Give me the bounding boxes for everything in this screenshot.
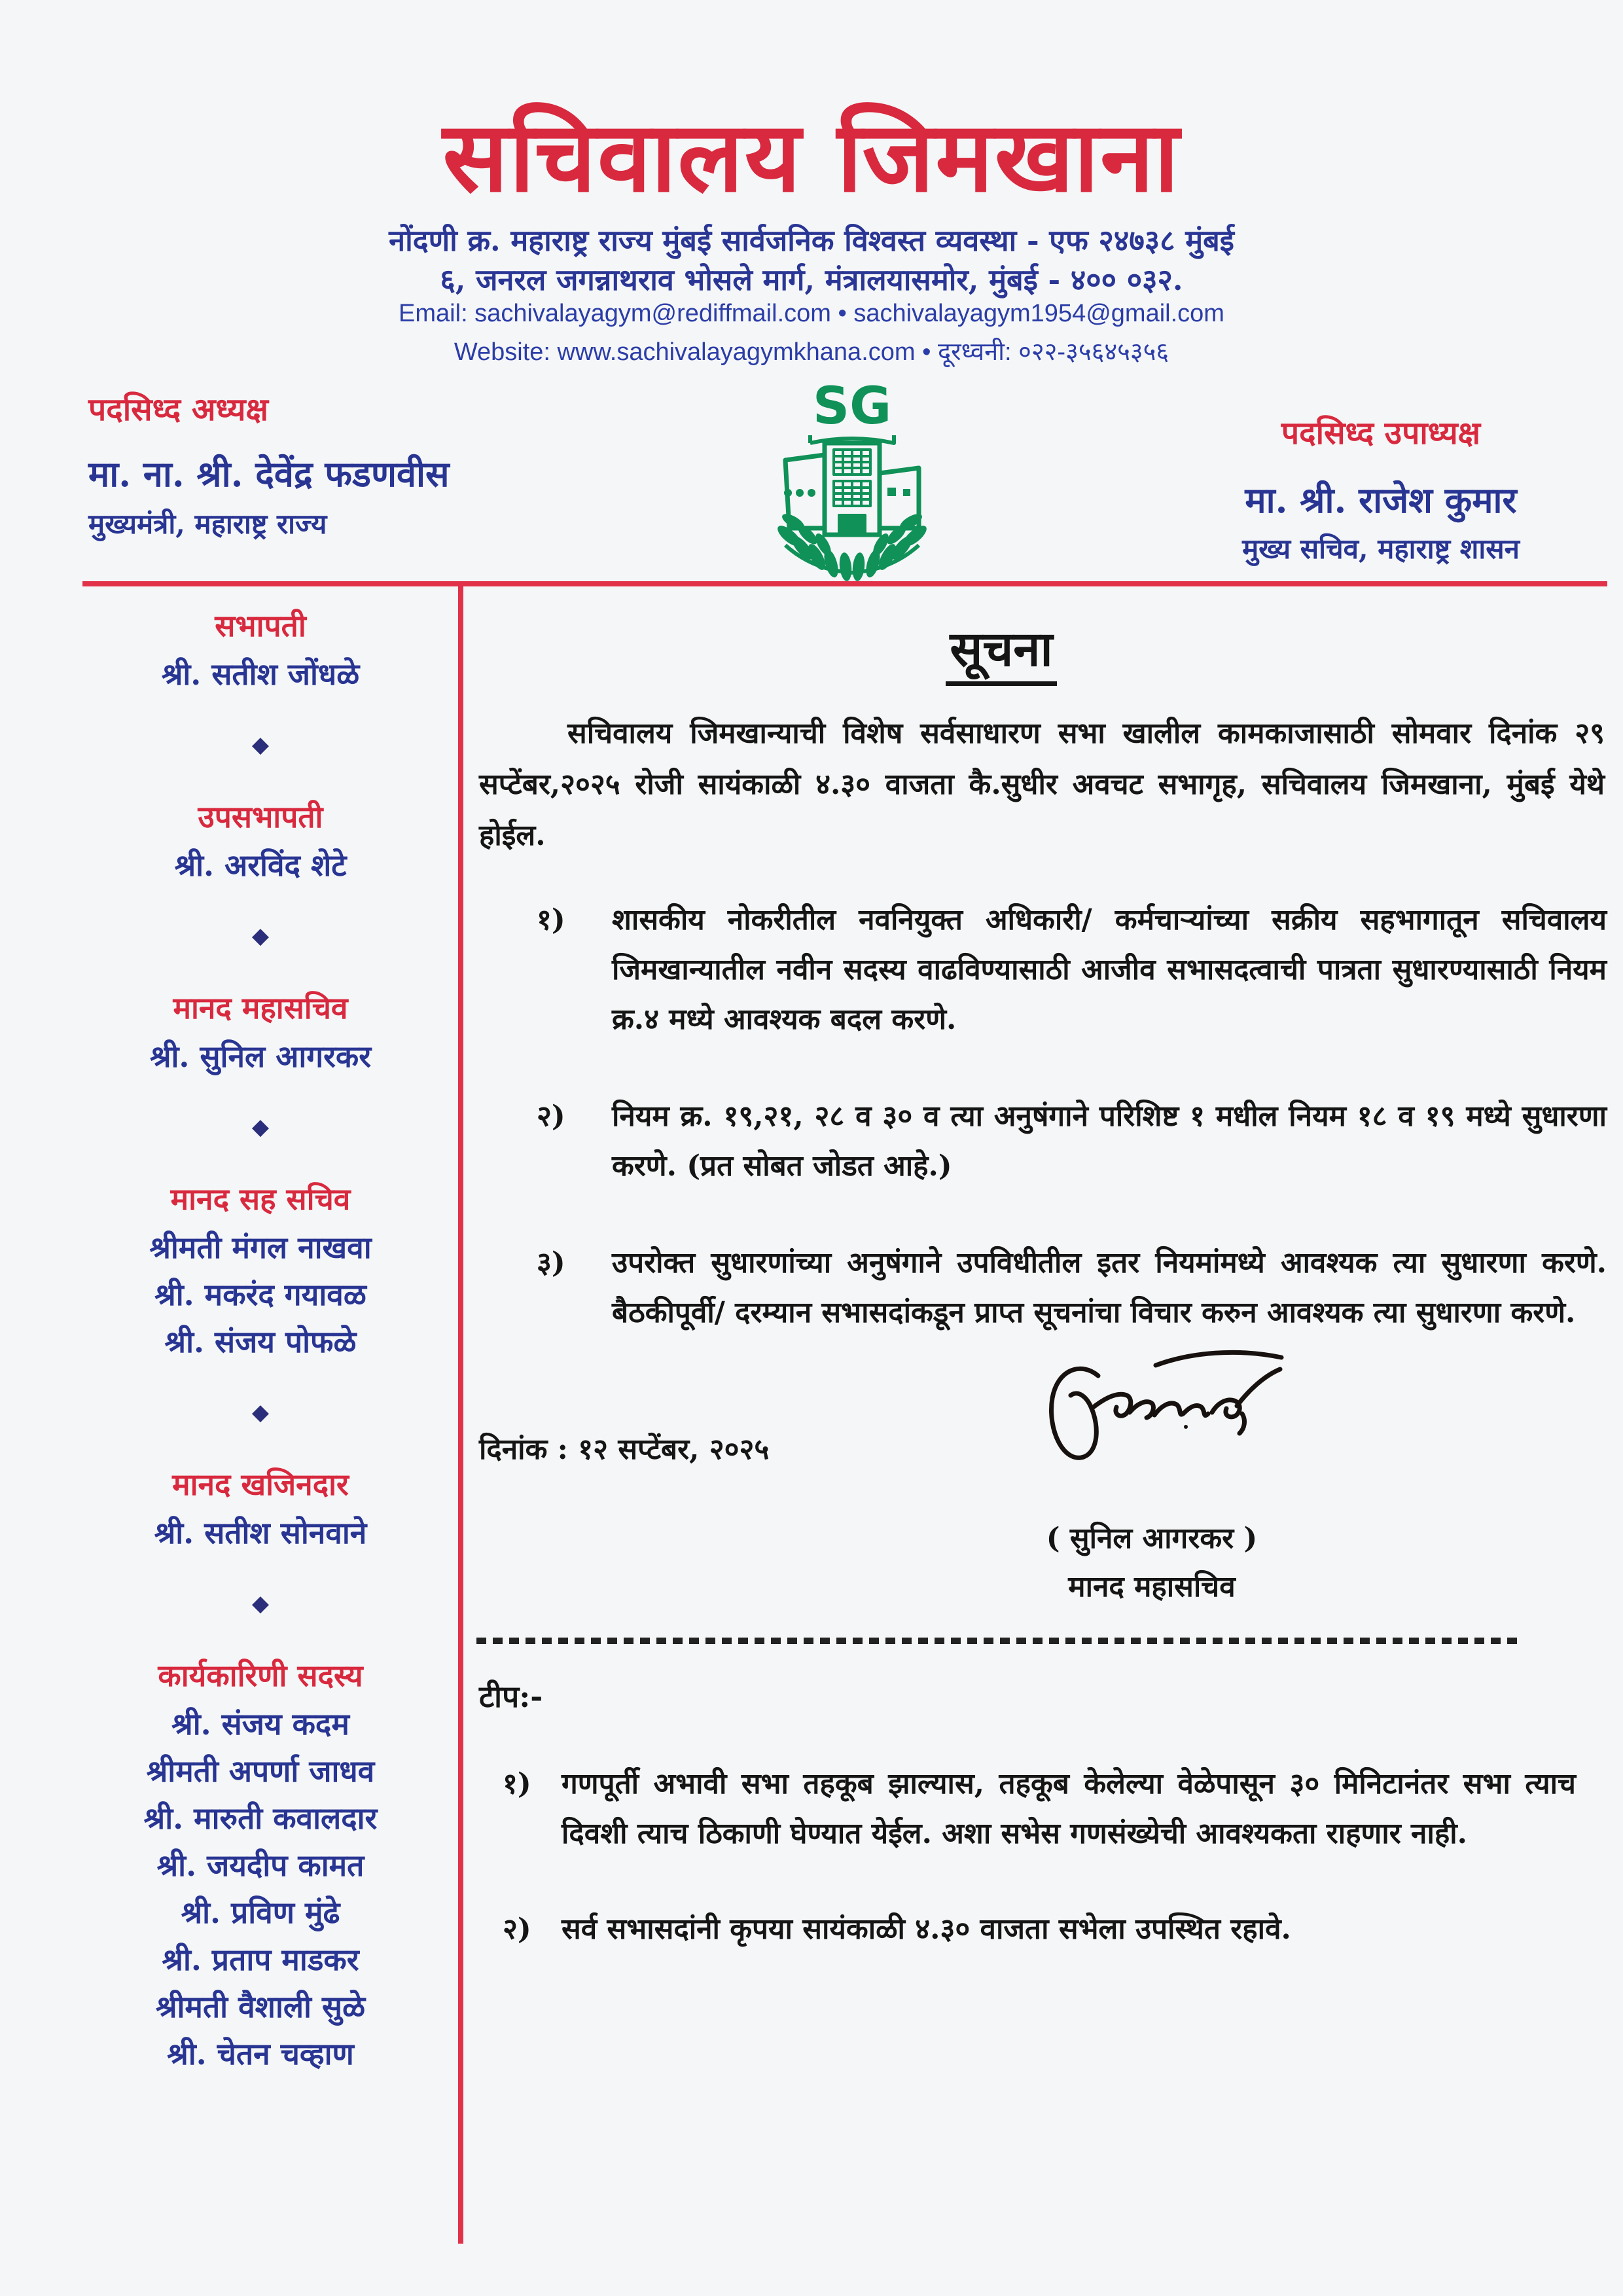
diamond-separator-icon: ◆ (251, 732, 270, 758)
list-item-number: १) (537, 903, 565, 937)
sidebar-member-name: श्री. संजय कदम (171, 1706, 349, 1742)
sidebar-member-name: श्री. मारुती कवालदार (143, 1801, 378, 1836)
notice-title (478, 614, 1525, 680)
sidebar-section-title: मानद सह सचिव (170, 1181, 351, 1217)
sidebar-member-name: श्री. सुनिल आगरकर (149, 1039, 372, 1074)
sidebar-section-title: कार्यकारिणी सदस्य (158, 1658, 363, 1693)
list-item-number: १) (503, 1767, 531, 1801)
list-item-text: उपरोक्त सुधारणांच्या अनुषंगाने उपविधीतील इतर नियमांमध्ये आवश्यक त्या सुधारणा करणे. बैठकीपूर्वी/ दरम्यान सभासदांकडून प्राप्त सूचनांचा विचार करुन आवश्यक त्या सुधारणा करणे. (612, 1246, 1607, 1329)
sidebar-section-title: उपसभापती (198, 799, 323, 834)
address-line: ६, जनरल जगन्नाथराव भोसले मार्ग, मंत्रालयासमोर, मुंबई - ४०० ०३२. (440, 262, 1183, 297)
sidebar-member-name: श्री. चेतन चव्हाण (167, 2036, 354, 2072)
sidebar-member-name: श्री. मकरंद गयावळ (154, 1277, 366, 1312)
sidebar-member-name: श्री. अरविंद शेटे (174, 848, 347, 883)
list-item-text: गणपूर्ती अभावी सभा तहकूब झाल्यास, तहकूब केलेल्या वेळेपासून ३० मिनिटानंतर सभा त्याच दिवशी त्याच ठिकाणी घेण्यात येईल. अशा सभेस गणसंख्येची आवश्यकता राहणार नाही. (562, 1767, 1576, 1850)
vice-president-title: पदसिध्द उपाध्यक्ष (1281, 415, 1481, 452)
sidebar-section-title: सभापती (215, 608, 306, 643)
note-item (503, 1759, 1576, 1859)
list-item-number: ३) (537, 1246, 565, 1280)
sidebar-member-name: श्री. सतीश सोनवाने (154, 1515, 367, 1551)
list-item-text: सर्व सभासदांनी कृपया सायंकाळी ४.३० वाजता सभेला उपस्थित रहावे. (562, 1912, 1291, 1946)
list-item-text: शासकीय नोकरीतील नवनियुक्त अधिकारी/ कर्मचाऱ्यांच्या सक्रीय सहभागातून सचिवालय जिमखान्यातील नवीन सदस्य वाढविण्यासाठी आजीव सभासदत्वाची पात्रता सुधारण्यासाठी नियम क्र.४ मध्ये आवश्यक बदल करणे. (612, 903, 1607, 1036)
agenda-item (537, 1238, 1607, 1338)
registration-line: नोंदणी क्र. महाराष्ट्र राज्य मुंबई सार्वजनिक विश्वस्त व्यवस्था - एफ २४७३८ मुंबई (389, 223, 1234, 258)
notice-title-text: सूचना (946, 621, 1056, 686)
notes-list (503, 1759, 1576, 2000)
signature-scribble (1021, 1335, 1296, 1486)
president-name: मा. ना. श्री. देवेंद्र फडणवीस (88, 453, 450, 495)
diamond-separator-icon: ◆ (251, 1114, 270, 1140)
sidebar-member-name: श्रीमती अपर्णा जाधव (146, 1753, 375, 1789)
signatory-designation: मानद महासचिव (1068, 1570, 1236, 1604)
gymkhana-logo-icon (747, 376, 957, 583)
president-block (88, 387, 507, 542)
diamond-separator-icon: ◆ (251, 1590, 270, 1617)
sidebar-divider-rule (458, 581, 463, 2244)
diamond-separator-icon: ◆ (251, 1399, 270, 1426)
website-line: Website: www.sachivalayagymkhana.com • दूरध्वनी: ०२२-३५६४५३५६ (454, 338, 1169, 366)
vice-president-designation: मुख्य सचिव, महाराष्ट्र शासन (1242, 533, 1520, 565)
notice-date: दिनांक : १२ सप्टेंबर, २०२५ (479, 1433, 770, 1466)
agenda-item (537, 895, 1607, 1045)
sidebar-member-name: श्रीमती वैशाली सुळे (155, 1989, 366, 2024)
office-bearers-sidebar (77, 601, 444, 2077)
list-item-number: २) (537, 1100, 565, 1133)
header-divider-rule (82, 581, 1607, 586)
dashed-separator (476, 1638, 1517, 1644)
notice-intro-paragraph: सचिवालय जिमखान्याची विशेष सर्वसाधारण सभा खालील कामकाजासाठी सोमवार दिनांक २९ सप्टेंबर,२०२५ रोजी सायंकाळी ४.३० वाजता कै.सुधीर अवचट सभागृह, सचिवालय जिमखाना, मुंबई येथे होईल. (479, 717, 1605, 852)
sidebar-member-name: श्रीमती मंगल नाखवा (149, 1230, 372, 1265)
sidebar-section-title: मानद खजिनदार (172, 1467, 349, 1502)
sidebar-member-name: श्री. सतीश जोंधळे (161, 656, 360, 692)
sidebar-member-name: श्री. प्रताप माडकर (162, 1942, 359, 1977)
sidebar-member-name: श्री. संजय पोफळे (164, 1324, 357, 1359)
agenda-list (537, 895, 1607, 1385)
vice-president-name: मा. श्री. राजेश कुमार (1245, 479, 1517, 521)
logo-monogram: SG (812, 377, 892, 436)
email-line: Email: sachivalayagym@rediffmail.com • sachivalayagym1954@gmail.com (399, 300, 1224, 327)
signatory-name: ( सुनिल आगरकर ) (1046, 1522, 1258, 1555)
list-item-number: २) (503, 1912, 531, 1946)
note-item (503, 1905, 1576, 1954)
notes-heading: टीप:- (479, 1679, 543, 1714)
list-item-text: नियम क्र. १९,२१, २८ व ३० व त्या अनुषंगाने परिशिष्ट १ मधील नियम १८ व १९ मध्ये सुधारणा करणे. (प्रत सोबत जोडत आहे.) (612, 1100, 1607, 1183)
agenda-item (537, 1092, 1607, 1191)
president-designation: मुख्यमंत्री, महाराष्ट्र राज्य (88, 508, 327, 540)
president-title: पदसिध्द अध्यक्ष (88, 391, 268, 428)
sidebar-section-title: मानद महासचिव (173, 990, 348, 1026)
org-title: सचिवालय जिमखाना (442, 99, 1181, 213)
diamond-separator-icon: ◆ (251, 923, 270, 949)
vice-president-block (1171, 411, 1590, 567)
sidebar-member-name: श्री. प्रविण मुंढे (181, 1895, 340, 1930)
sidebar-member-name: श्री. जयदीप कामत (156, 1848, 365, 1883)
